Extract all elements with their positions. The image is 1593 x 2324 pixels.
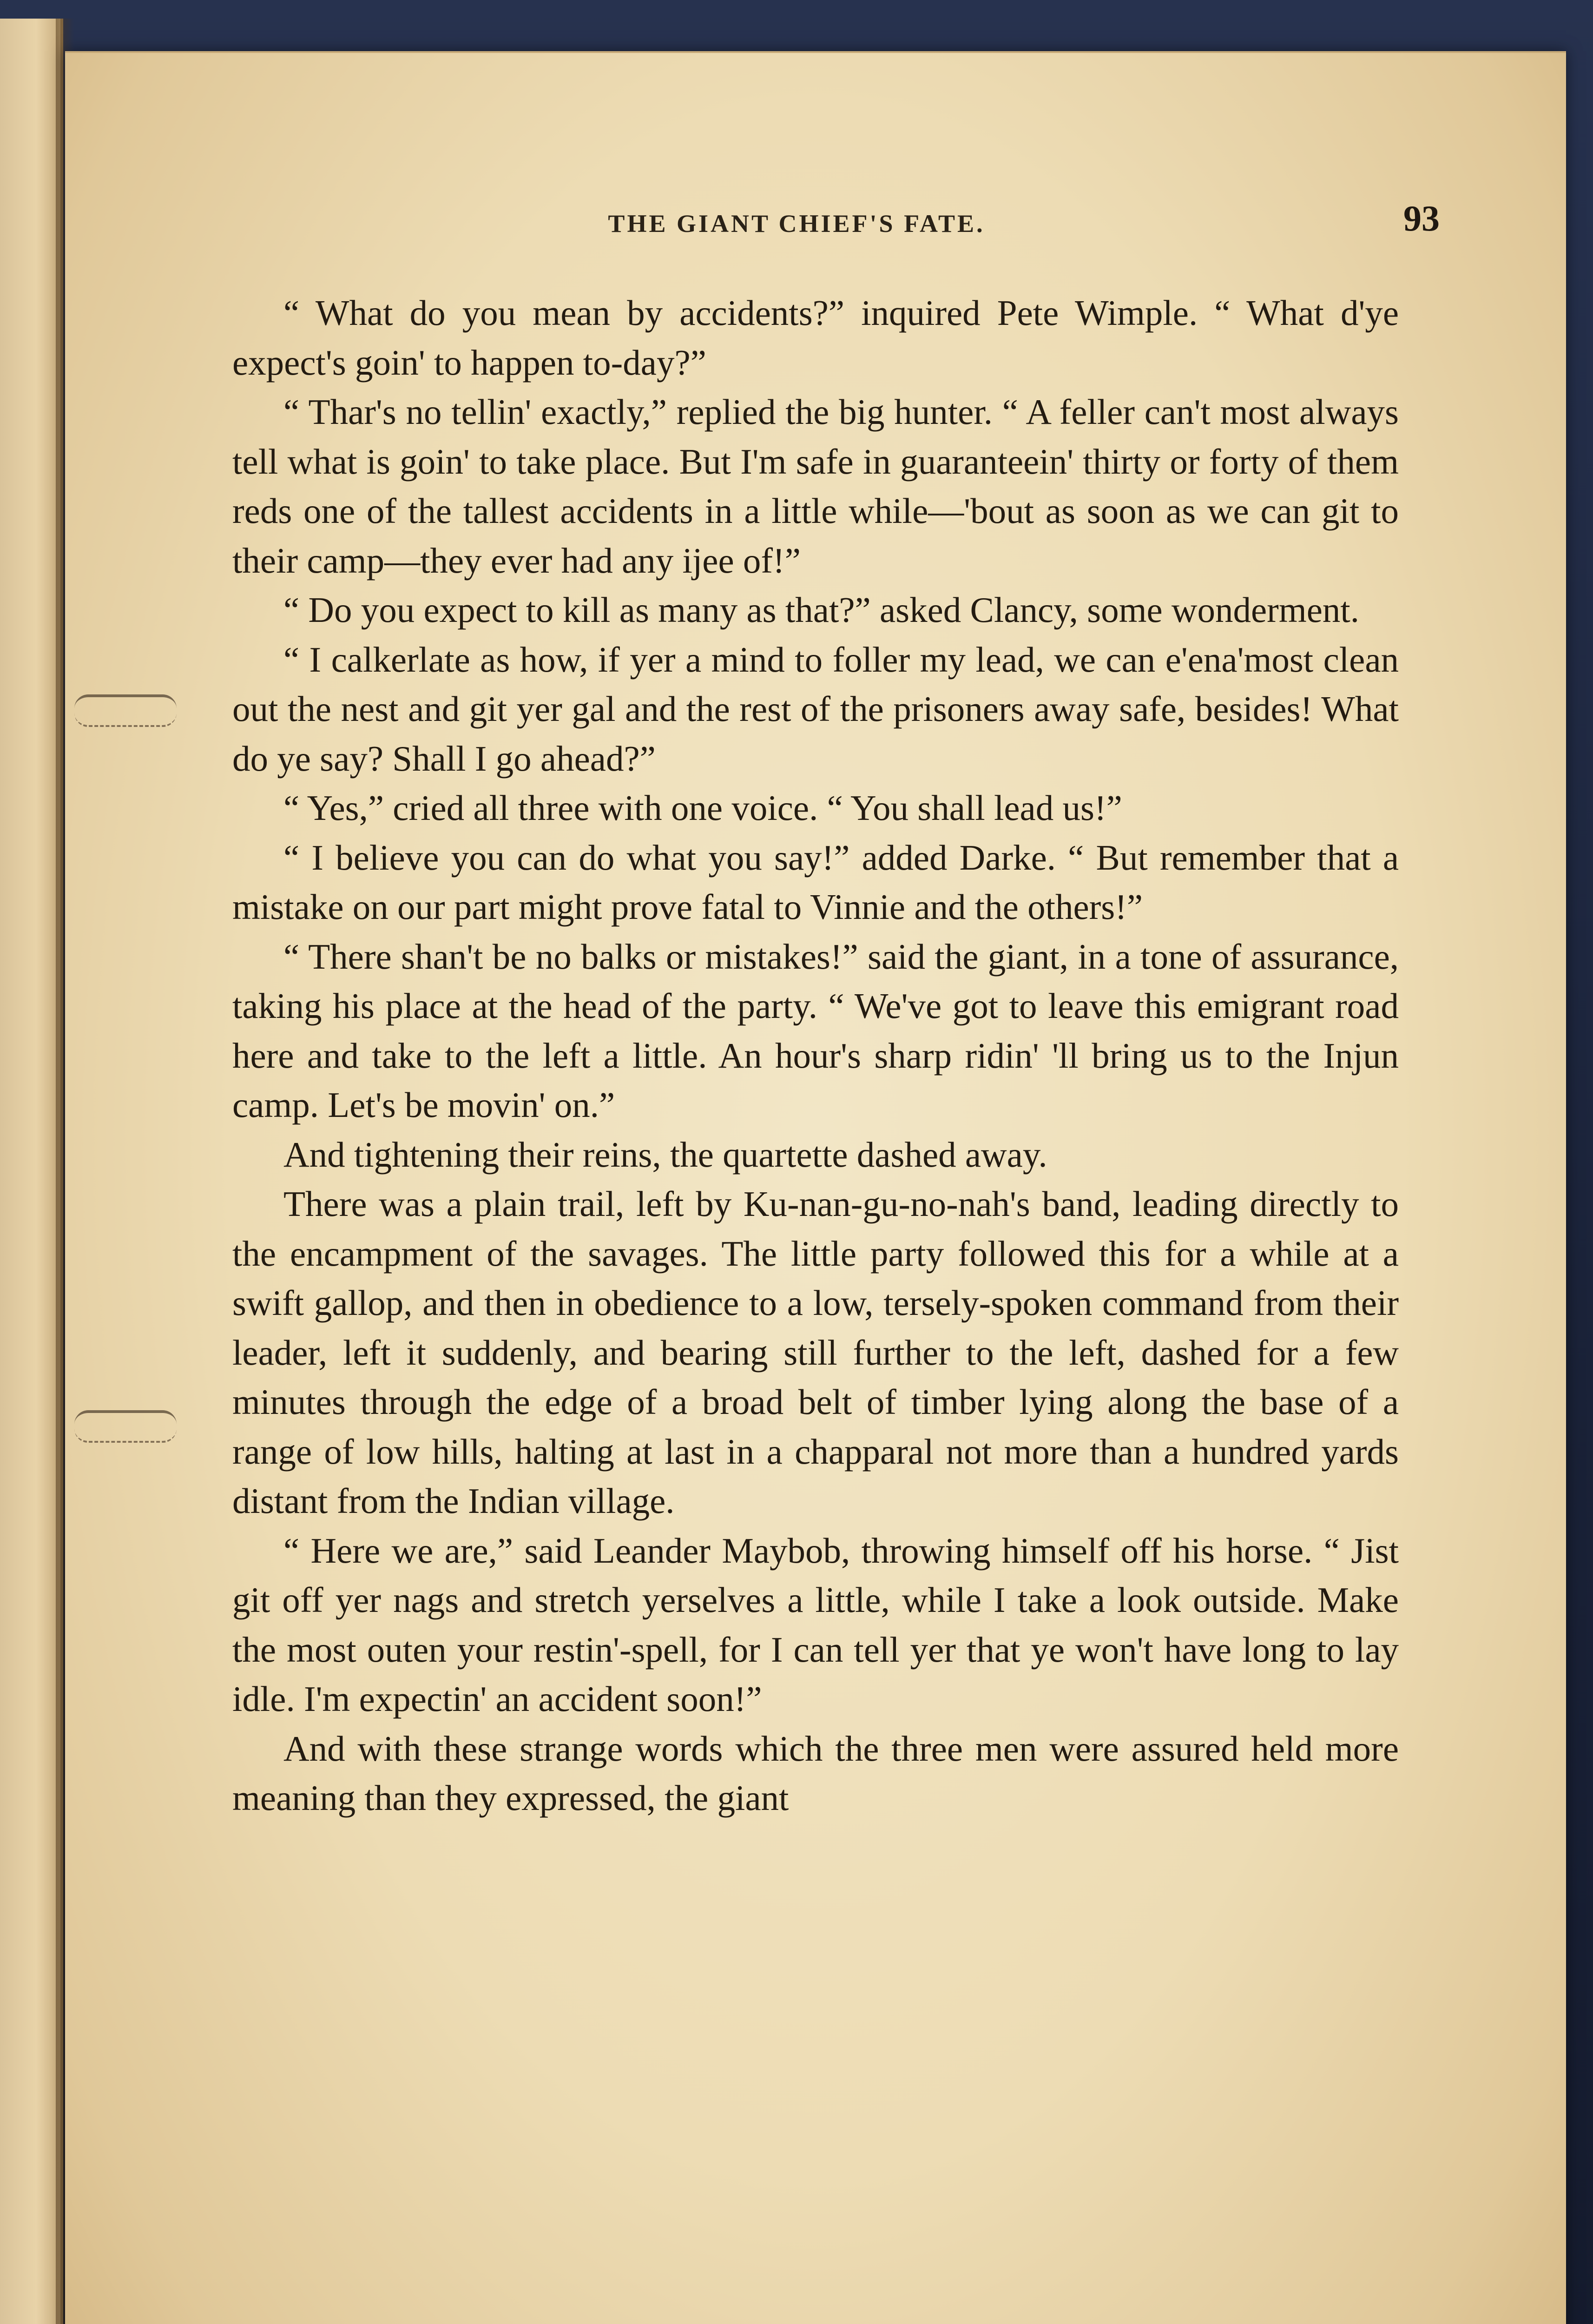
paragraph: “ What do you mean by accidents?” inquired Pete Wimple. “ What d'ye expect's goin' to happen to-day?” — [232, 293, 1399, 383]
facing-page-edge — [0, 19, 63, 2324]
paragraph: “ Do you expect to kill as many as that?” asked Clancy, some wonderment. — [283, 590, 1360, 630]
body-text — [232, 288, 1399, 1823]
paragraph: “ Here we are,” said Leander Maybob, throwing himself off his horse. “ Jist git off yer nags and stretch yerselves a little, while I take a look outside. Make the most outen your restin'-spell, for I can tell yer that ye won't have long to lay idle. I'm expectin' an accident soon!” — [232, 1530, 1399, 1719]
paragraph: “ There shan't be no balks or mistakes!” said the giant, in a tone of assurance, taking his place at the head of the party. “ We've got to leave this emigrant road here and take to the left a little. An hour's sharp ridin' 'll bring us to the Injun camp. Let's be movin' on.” — [232, 936, 1399, 1125]
binding-stitch — [74, 694, 177, 727]
running-head: THE GIANT CHIEF'S FATE. — [608, 210, 985, 238]
paragraph: “ Yes,” cried all three with one voice. “ You shall lead us!” — [283, 788, 1122, 828]
page-number: 93 — [1403, 198, 1440, 238]
paragraph: And tightening their reins, the quartette dashed away. — [283, 1134, 1047, 1175]
paragraph: And with these strange words which the three men were assured held more meaning than they expressed, the giant — [232, 1728, 1399, 1818]
paragraph: “ Thar's no tellin' exactly,” replied the big hunter. “ A feller can't most always tell what is goin' to take place. But I'm safe in guaranteein' thirty or forty of them reds one of the tallest accidents in a little while—'bout as soon as we can git to their camp—they ever had any ijee of!” — [232, 392, 1399, 581]
paragraph: “ I believe you can do what you say!” added Darke. “ But remember that a mistake on our part might prove fatal to Vinnie and the others!” — [232, 837, 1399, 927]
paragraph: There was a plain trail, left by Ku-nan-gu-no-nah's band, leading directly to the encampment of the savages. The little party followed this for a while at a swift gallop, and then in obedience to a low, tersely-spoken command from their leader, left it suddenly, and bearing still further to the left, dashed for a few minutes through the edge of a broad belt of timber lying along the base of a range of low hills, halting at last in a chapparal not more than a hundred yards distant from the Indian village. — [232, 1184, 1399, 1521]
paragraph: “ I calkerlate as how, if yer a mind to foller my lead, we can e'ena'most clean out the nest and git yer gal and the rest of the prisoners away safe, besides! What do ye say? Shall I go ahead?” — [232, 639, 1399, 779]
binding-stitch — [74, 1410, 177, 1443]
